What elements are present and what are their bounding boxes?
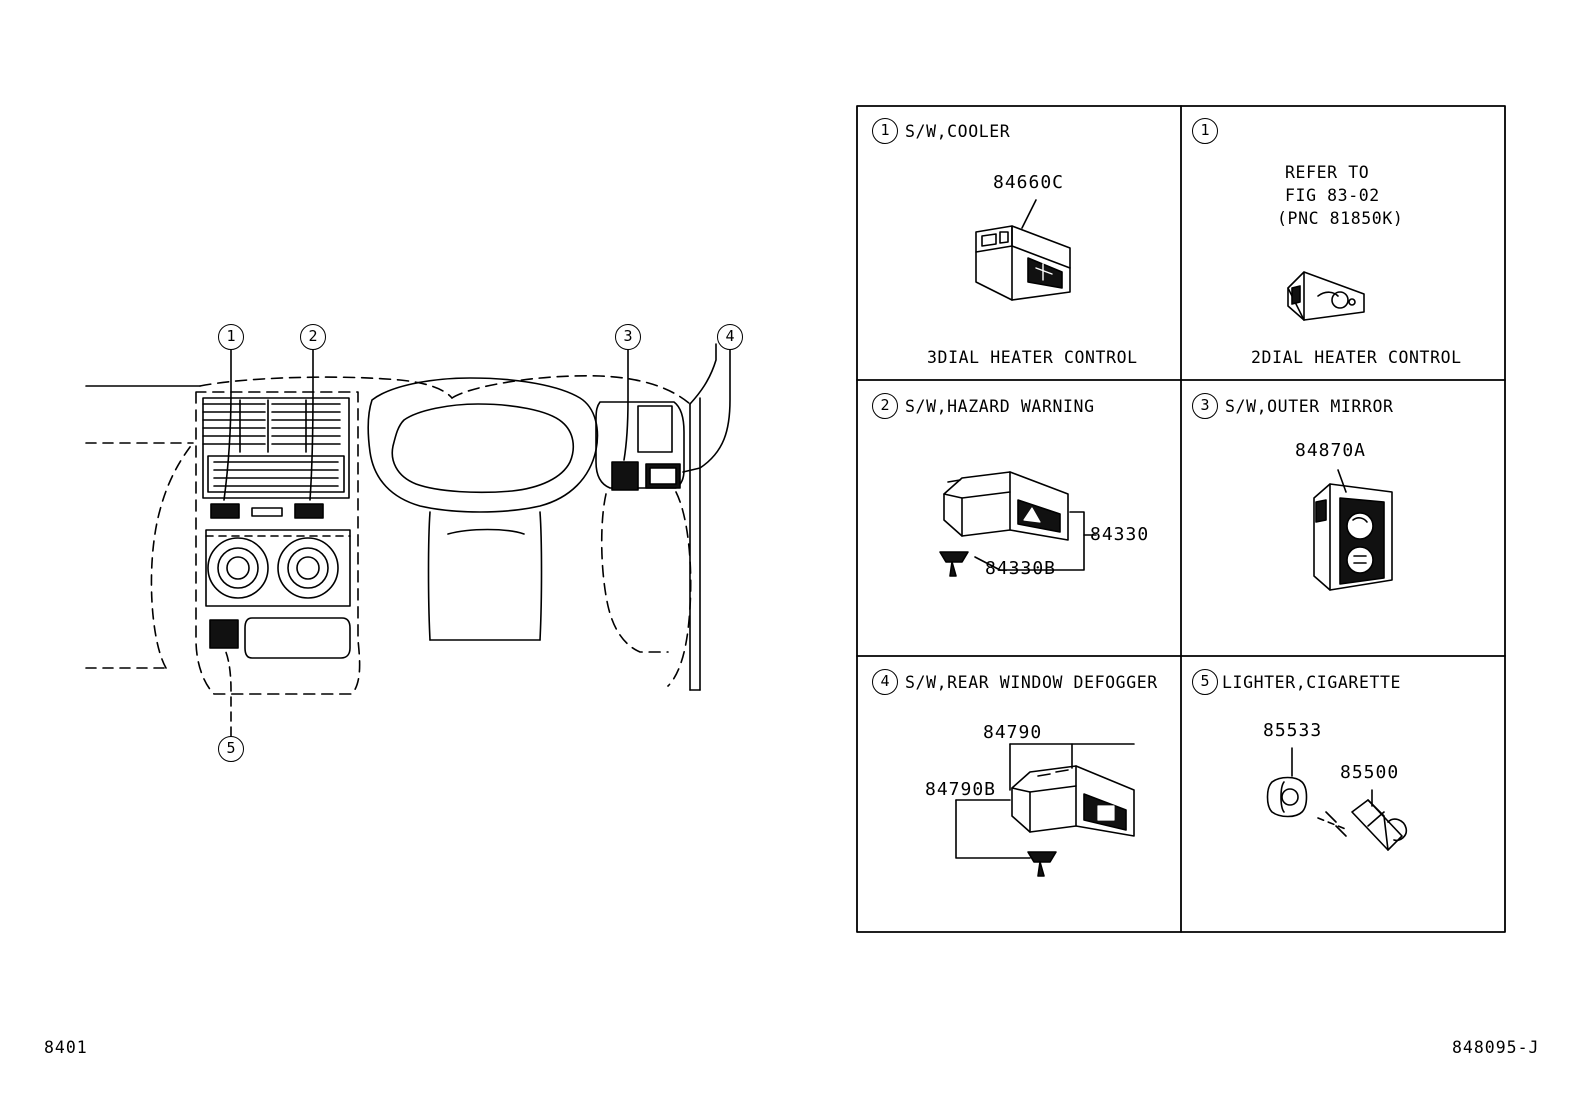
part-number-85533: 85533 [1263, 720, 1323, 741]
dash-callout-2: 2 [300, 324, 326, 350]
part-number-84790: 84790 [983, 722, 1043, 743]
sheet-code-left: 8401 [44, 1038, 88, 1057]
refer-note-line-3: (PNC 81850K) [1277, 209, 1404, 228]
cell-title-hazard: S/W,HAZARD WARNING [905, 397, 1095, 416]
dash-callout-1: 1 [218, 324, 244, 350]
sheet-code-right: 848095-J [1452, 1038, 1540, 1057]
cell-title-defogger: S/W,REAR WINDOW DEFOGGER [905, 673, 1158, 692]
refer-note-line-2: FIG 83-02 [1285, 186, 1380, 205]
cell-caption-3dial: 3DIAL HEATER CONTROL [927, 348, 1138, 367]
dash-callout-4: 4 [717, 324, 743, 350]
part-number-84330b: 84330B [985, 558, 1057, 579]
part-number-84660c: 84660C [993, 172, 1065, 193]
cell-title-cooler: S/W,COOLER [905, 122, 1011, 141]
cell-callout-lighter: 5 [1192, 669, 1218, 695]
part-number-84790b: 84790B [925, 779, 997, 800]
dash-callout-5: 5 [218, 736, 244, 762]
cell-caption-2dial: 2DIAL HEATER CONTROL [1251, 348, 1462, 367]
cell-callout-hazard: 2 [872, 393, 898, 419]
cell-title-outer-mirror: S/W,OUTER MIRROR [1225, 397, 1394, 416]
part-number-84330: 84330 [1090, 524, 1150, 545]
cell-title-lighter: LIGHTER,CIGARETTE [1222, 673, 1402, 692]
cell-callout-outer-mirror: 3 [1192, 393, 1218, 419]
cell-callout-defogger: 4 [872, 669, 898, 695]
cell-callout-cooler: 1 [872, 118, 898, 144]
dash-callout-3: 3 [615, 324, 641, 350]
part-number-84870a: 84870A [1295, 440, 1367, 461]
part-number-85500: 85500 [1340, 762, 1400, 783]
cell-callout-cooler-2dial: 1 [1192, 118, 1218, 144]
refer-note-line-1: REFER TO [1285, 163, 1370, 182]
